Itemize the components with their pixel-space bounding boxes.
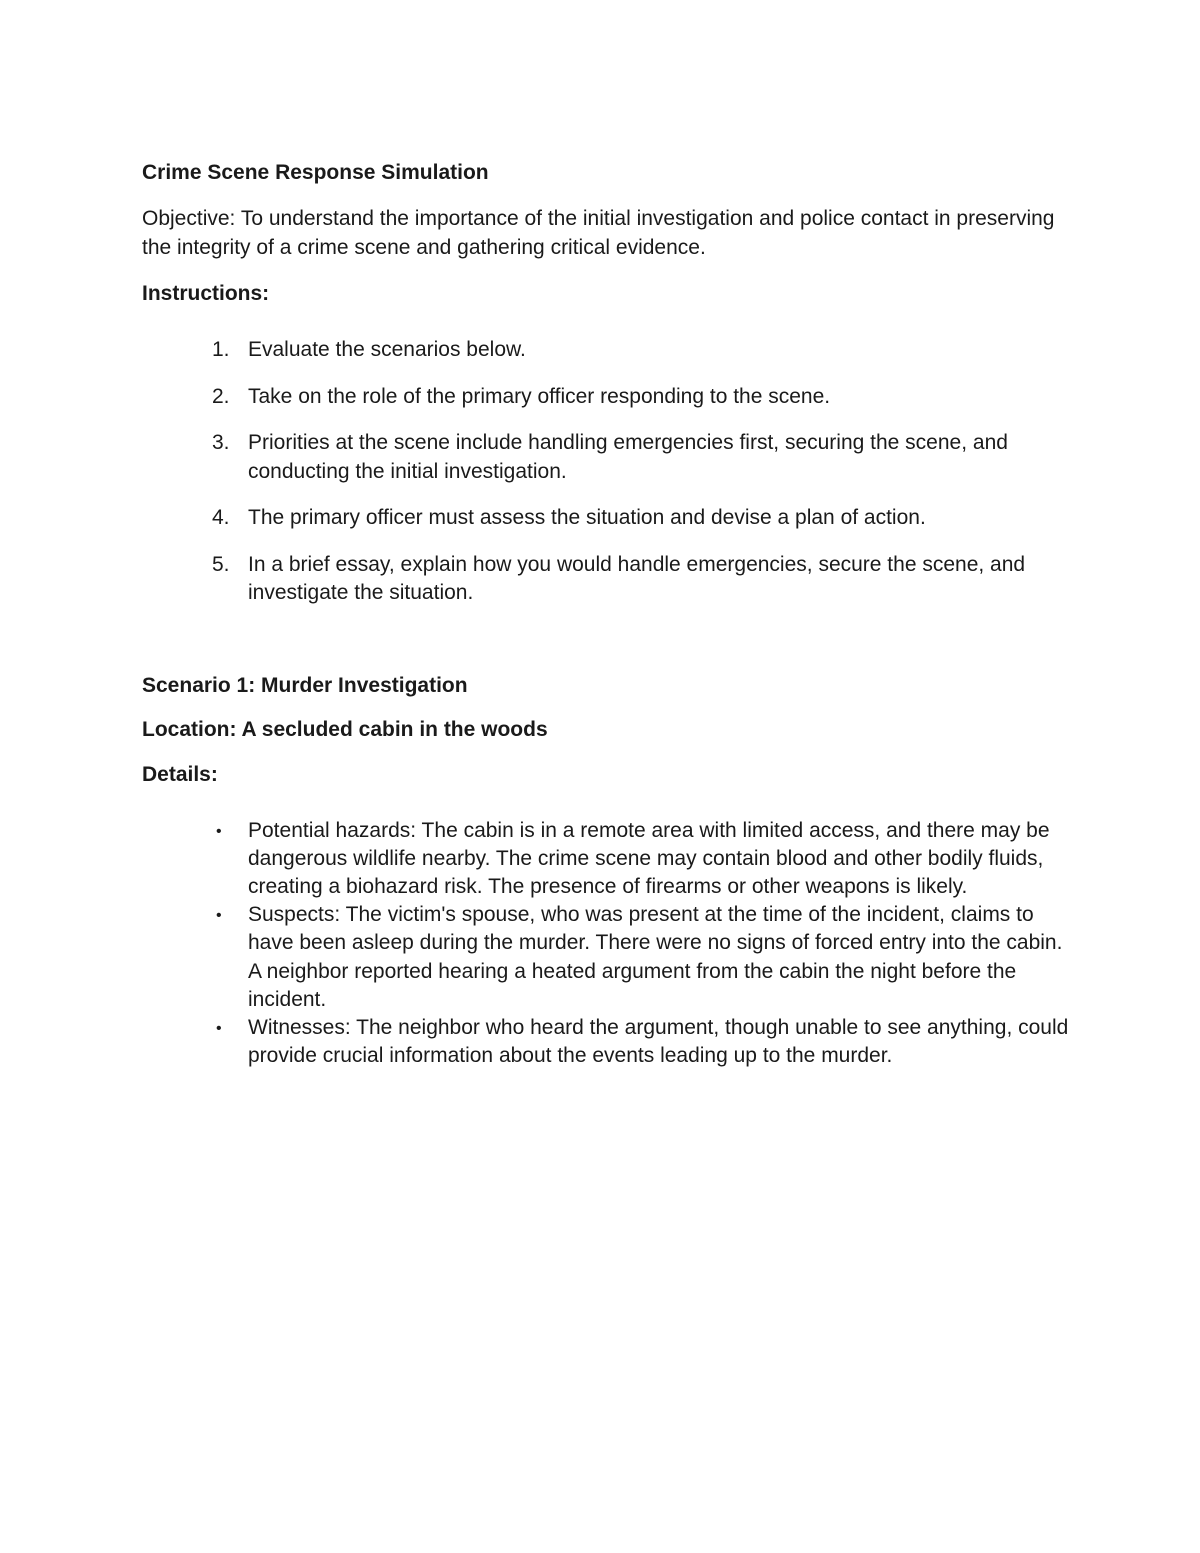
instruction-item <box>142 504 1072 533</box>
list-number: 2. <box>212 384 230 408</box>
instruction-item <box>142 551 1072 608</box>
detail-text: Suspects: The victim's spouse, who was present at the time of the incident, claims to have been asleep during the murder. There were no signs of forced entry into the cabin. A neighbor reported hearing a heated argument from the cabin the night before the incident. <box>248 903 1063 1011</box>
instruction-text: Evaluate the scenarios below. <box>248 338 526 361</box>
detail-item <box>142 1014 1072 1070</box>
list-number: 1. <box>212 338 230 361</box>
document-title: Crime Scene Response Simulation <box>142 161 489 184</box>
instruction-text: Priorities at the scene include handling emergencies first, securing the scene, and conducting the initial investigation. <box>248 431 1008 483</box>
instruction-text: The primary officer must assess the situation and devise a plan of action. <box>248 506 926 529</box>
detail-text: Witnesses: The neighbor who heard the argument, though unable to see anything, could provide crucial information about the events leading up to the murder. <box>248 1015 1069 1068</box>
instructions-list <box>142 336 1072 608</box>
instruction-item <box>142 429 1072 486</box>
objective-paragraph: Objective: To understand the importance of the initial investigation and police contact in preserving the integrity of a crime scene and gathering critical evidence. <box>142 207 1055 259</box>
document-page <box>142 155 1072 1070</box>
bullet-icon: • <box>216 1019 222 1037</box>
location-heading: Location: A secluded cabin in the woods <box>142 717 548 741</box>
list-number: 4. <box>212 506 230 529</box>
instruction-item <box>142 336 1072 365</box>
list-number: 3. <box>212 431 230 454</box>
details-list <box>142 817 1072 1071</box>
detail-item <box>142 817 1072 902</box>
list-number: 5. <box>212 552 230 576</box>
instruction-text: Take on the role of the primary officer responding to the scene. <box>248 384 831 408</box>
detail-text: Potential hazards: The cabin is in a remote area with limited access, and there may be dangerous wildlife nearby. The crime scene may contain blood and other bodily fluids, creating a biohazard risk. The presence of firearms or other weapons is likely. <box>248 818 1050 898</box>
detail-item <box>142 901 1072 1014</box>
details-heading: Details: <box>142 762 218 786</box>
scenario-heading: Scenario 1: Murder Investigation <box>142 673 468 697</box>
instruction-text: In a brief essay, explain how you would handle emergencies, secure the scene, and investigate the situation. <box>248 552 1026 604</box>
bullet-icon: • <box>216 822 222 840</box>
instruction-item <box>142 383 1072 412</box>
instructions-heading: Instructions: <box>142 282 270 305</box>
bullet-icon: • <box>216 907 222 925</box>
